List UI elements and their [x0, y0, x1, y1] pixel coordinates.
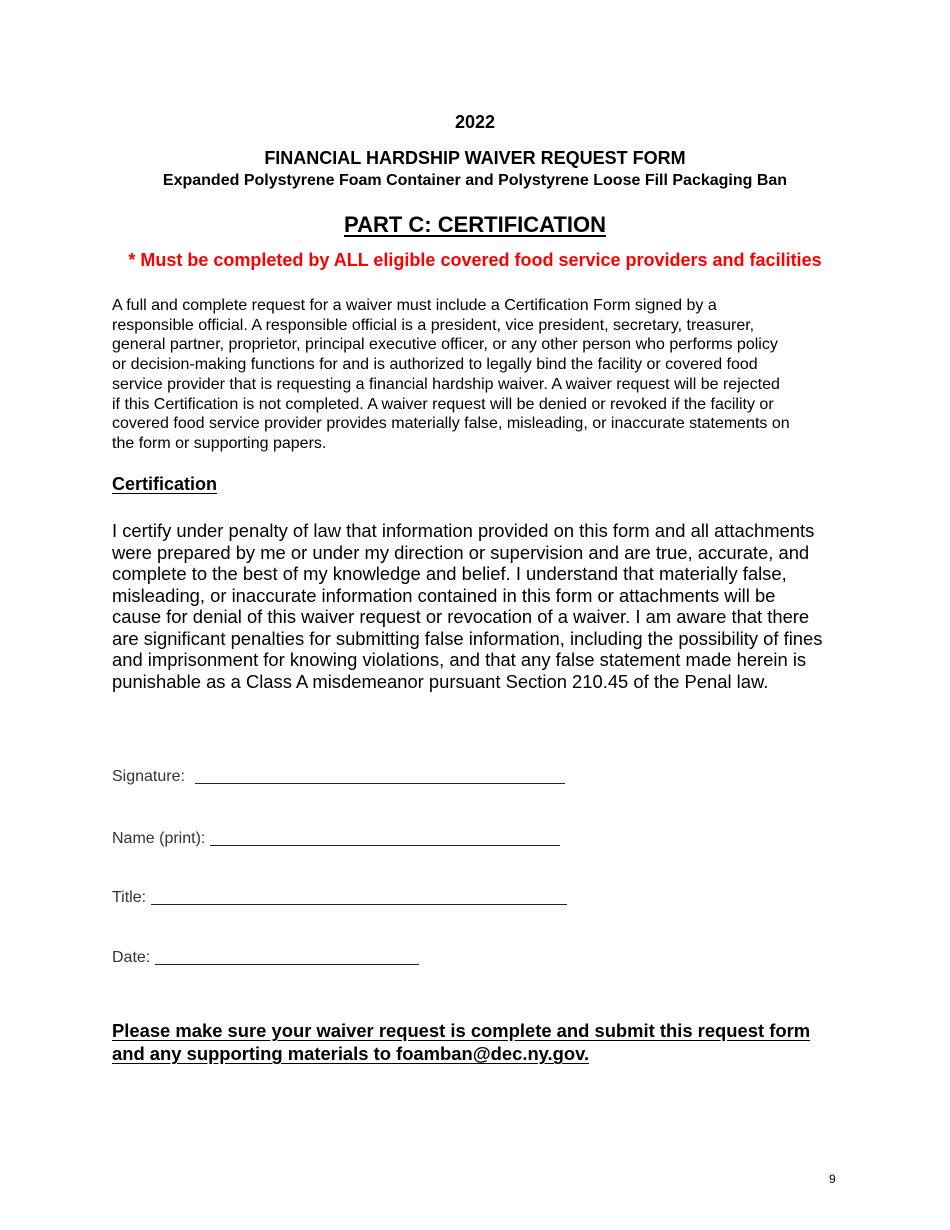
certification-line: I certify under penalty of law that information provided on this form and all attachments [112, 520, 815, 541]
title-field [112, 885, 567, 911]
date-line[interactable] [155, 964, 419, 965]
intro-line: covered food service provider provides materially false, misleading, or inaccurate statements on [112, 415, 790, 433]
name-print-label: Name (print): [112, 830, 206, 847]
title-line[interactable] [151, 904, 567, 905]
certification-line: and imprisonment for knowing violations, and that any false statement made herein is [112, 649, 807, 670]
certification-paragraph [112, 520, 842, 692]
intro-line: responsible official. A responsible official is a president, vice president, secretary, treasurer, [112, 316, 755, 334]
required-note: * Must be completed by ALL eligible covered food service providers and facilities [128, 250, 822, 270]
date-field [112, 945, 419, 971]
part-heading: PART C: CERTIFICATION [344, 212, 606, 237]
name-print-field [112, 826, 560, 852]
certification-line: complete to the best of my knowledge and belief. I understand that materially false, [112, 563, 787, 584]
signature-field [112, 764, 565, 790]
date-label: Date: [112, 949, 151, 966]
submit-instructions [112, 1019, 842, 1065]
certification-heading: Certification [112, 474, 218, 494]
form-subtitle: Expanded Polystyrene Foam Container and Polystyrene Loose Fill Packaging Ban [162, 172, 788, 189]
submit-line: and any supporting materials to foamban@dec.ny.gov. [112, 1043, 590, 1064]
intro-line: A full and complete request for a waiver must include a Certification Form signed by a [112, 297, 717, 314]
certification-line: are significant penalties for submitting false information, including the possibility of fines [112, 627, 823, 649]
signature-line[interactable] [195, 783, 565, 784]
intro-line: if this Certification is not completed. A waiver request will be denied or revoked if the facility or [112, 395, 774, 413]
title-label: Title: [112, 889, 147, 906]
form-title: FINANCIAL HARDSHIP WAIVER REQUEST FORM [264, 148, 686, 168]
signature-label: Signature: [112, 768, 185, 785]
certification-line: misleading, or inaccurate information contained in this form or attachments will be [112, 584, 776, 606]
name-print-line[interactable] [210, 845, 560, 846]
intro-line: general partner, proprietor, principal executive officer, or any other person who performs policy [112, 336, 778, 354]
intro-paragraph [112, 296, 842, 454]
intro-line: the form or supporting papers. [112, 434, 327, 452]
certification-line: punishable as a Class A misdemeanor pursuant Section 210.45 of the Penal law. [112, 670, 769, 692]
certification-line: were prepared by me or under my direction or supervision and are true, accurate, and [112, 541, 810, 563]
intro-line: service provider that is requesting a financial hardship waiver. A waiver request will be rejected [112, 375, 780, 393]
certification-line: cause for denial of this waiver request or revocation of a waiver. I am aware that there [112, 606, 810, 627]
form-year: 2022 [454, 112, 496, 132]
intro-line: or decision-making functions for and is authorized to legally bind the facility or covered food [112, 356, 758, 374]
page-number: 9 [829, 1172, 836, 1186]
submit-line: Please make sure your waiver request is complete and submit this request form [112, 1020, 811, 1041]
